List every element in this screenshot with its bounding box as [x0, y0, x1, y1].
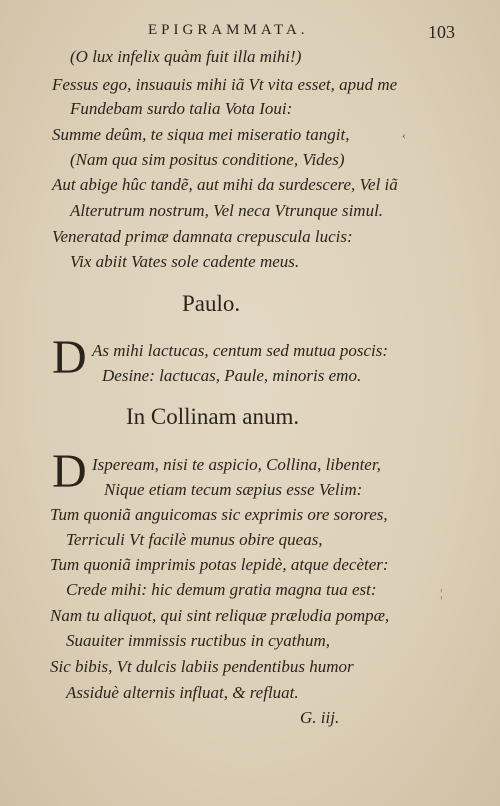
poem-line: Nique etiam tecum sæpius esse Velim: — [104, 480, 363, 499]
poem-line: Aut abige hûc tandẽ, aut mihi da surdescere, Vel iã — [52, 175, 398, 194]
poem-line: Nam tu aliquot, qui sint reliquæ prælυdia pompæ, — [50, 606, 390, 625]
margin-mark: ‹ — [402, 128, 406, 142]
poem-line: Assiduè alternis influat, & refluat. — [66, 683, 299, 702]
running-head: EPIGRAMMATA. — [148, 22, 309, 38]
poem-line: Crede mihi: hic demum gratia magna tua est: — [66, 580, 377, 599]
poem-line: (O lux infelix quàm fuit illa mihi!) — [70, 47, 302, 66]
poem-line: Tum quoniã imprimis potas lepidè, atque decèter: — [50, 555, 389, 574]
page-number: 103 — [428, 22, 455, 42]
poem-line: As mihi lactucas, centum sed mutua poscis: — [92, 341, 389, 360]
poem-line: Vix abiit Vates sole cadente meus. — [70, 252, 300, 271]
margin-mark: ¦ — [440, 586, 443, 600]
epigram-title: In Collinam anum. — [126, 404, 300, 429]
poem-line: Sic bibis, Vt dulcis labiis pendentibus humor — [50, 657, 354, 676]
poem-line: Fundebam surdo talia Vota Ioui: — [70, 99, 293, 118]
poem-line: (Nam qua sim positus conditione, Vides) — [70, 150, 345, 169]
poem-line: Ispeream, nisi te aspicio, Collina, libenter, — [92, 455, 381, 474]
drop-cap: D — [52, 445, 87, 498]
poem-line: Terriculi Vt facilè munus obire queas, — [66, 530, 323, 549]
poem-line: Summe deûm, te siqua mei miseratio tangit, — [52, 125, 350, 144]
signature-mark: G. iij. — [300, 708, 340, 727]
poem-line: Veneratad primæ damnata crepuscula lucis: — [52, 227, 353, 246]
poem-line: Fessus ego, insuauis mihi iã Vt vita esset, apud me — [52, 75, 398, 94]
poem-line: Alterutrum nostrum, Vel neca Vtrunque simul. — [70, 201, 384, 220]
epigram-title: Paulo. — [182, 291, 241, 316]
poem-line: Suauiter immissis ructibus in cyathum, — [66, 631, 330, 650]
poem-line: Desine: lactucas, Paule, minoris emo. — [102, 366, 362, 385]
poem-line: Tum quoniã anguicomas sic exprimis ore sorores, — [50, 505, 388, 524]
drop-cap: D — [52, 331, 87, 384]
